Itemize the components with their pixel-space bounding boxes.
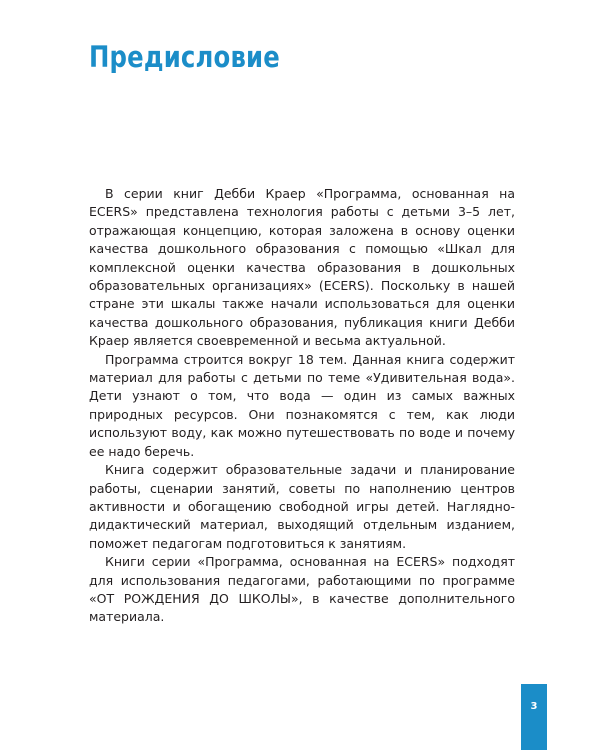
paragraph-2: Программа строится вокруг 18 тем. Данная книга содержит материал для работы с детьми по теме «Удивительная вода». Дети узнают о том, что вода — один из самых важных природных ресурсов. Они познакомятся с тем, как люди используют воду, как можно путешествовать по воде и почему ее надо беречь. (89, 351, 515, 459)
paragraph-1: В серии книг Дебби Краер «Программа, основанная на ECERS» представлена технология работы с детьми 3–5 лет, отражающая концепцию, которая заложена в основу оценки качества дошкольного образования с помощью «Шкал для комплексной оценки качества образования в дошкольных образовательных организациях» (ECERS). Поскольку в нашей стране эти шкалы также начали использоваться для оценки качества дошкольного образования, публикация книги Дебби Краер является своевременной и весьма актуальной. (89, 186, 515, 349)
body-text (89, 185, 515, 627)
page-title: Предисловие (89, 40, 280, 74)
page-number-badge (521, 684, 547, 750)
page-number: 3 (530, 701, 538, 712)
paragraph-4: Книги серии «Программа, основанная на ECERS» подходят для использования педагогами, работающими по программе «ОТ РОЖДЕНИЯ ДО ШКОЛЫ», в качестве дополнительного материала. (89, 554, 515, 625)
paragraph-3: Книга содержит образовательные задачи и планирование работы, сценарии занятий, советы по наполнению центров активности и обогащению свободной игры детей. Наглядно-дидактический материал, выходящий отдельным изданием, поможет педагогам подготовиться к занятиям. (89, 462, 515, 551)
